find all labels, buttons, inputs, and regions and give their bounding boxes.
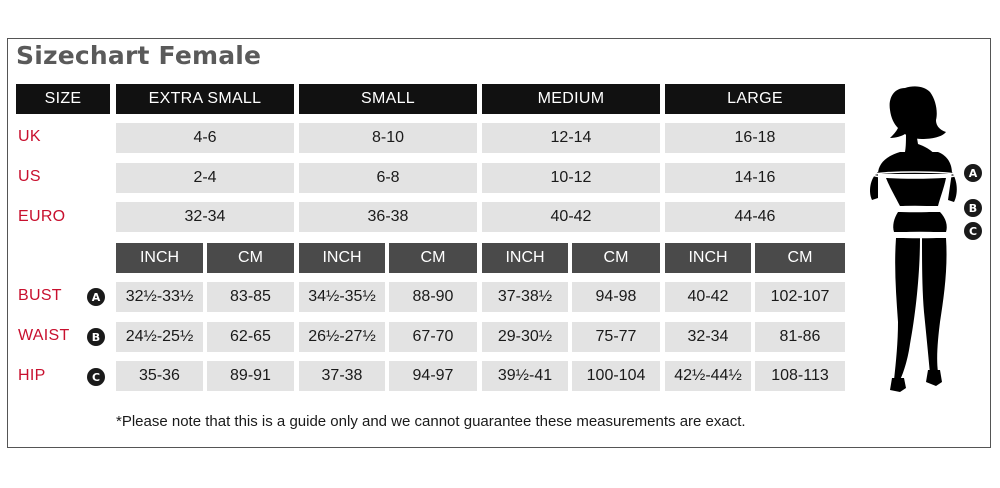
footnote: *Please note that this is a guide only and we cannot guarantee these measurements are exact.	[116, 413, 746, 430]
table-cell: 42½-44½	[665, 361, 751, 391]
unit-header-inch: INCH	[116, 243, 203, 273]
table-cell: 88-90	[389, 282, 477, 312]
table-cell: 75-77	[572, 322, 660, 352]
table-cell: 10-12	[482, 163, 660, 193]
row-label-euro: EURO	[18, 208, 66, 225]
table-cell: 89-91	[207, 361, 294, 391]
table-cell: 4-6	[116, 123, 294, 153]
unit-header-cm: CM	[207, 243, 294, 273]
row-label-bust: BUST	[18, 287, 62, 304]
marker-a-icon: A	[87, 288, 105, 306]
unit-header-inch: INCH	[665, 243, 751, 273]
table-cell: 32-34	[116, 202, 294, 232]
row-label-uk: UK	[18, 128, 41, 145]
table-cell: 24½-25½	[116, 322, 203, 352]
table-cell: 14-16	[665, 163, 845, 193]
row-label-hip: HIP	[18, 367, 46, 384]
table-cell: 62-65	[207, 322, 294, 352]
table-cell: 29-30½	[482, 322, 568, 352]
table-cell: 35-36	[116, 361, 203, 391]
unit-header-inch: INCH	[482, 243, 568, 273]
table-cell: 12-14	[482, 123, 660, 153]
table-cell: 36-38	[299, 202, 477, 232]
table-cell: 94-98	[572, 282, 660, 312]
table-cell: 2-4	[116, 163, 294, 193]
table-cell: 39½-41	[482, 361, 568, 391]
unit-header-cm: CM	[389, 243, 477, 273]
unit-header-cm: CM	[755, 243, 845, 273]
column-header-extra-small: EXTRA SMALL	[116, 84, 294, 114]
table-cell: 44-46	[665, 202, 845, 232]
female-silhouette-icon	[860, 82, 960, 394]
table-cell: 37-38½	[482, 282, 568, 312]
table-cell: 102-107	[755, 282, 845, 312]
page-title: Sizechart Female	[16, 41, 262, 70]
table-cell: 6-8	[299, 163, 477, 193]
table-cell: 32-34	[665, 322, 751, 352]
table-cell: 94-97	[389, 361, 477, 391]
table-cell: 26½-27½	[299, 322, 385, 352]
table-cell: 32½-33½	[116, 282, 203, 312]
table-cell: 16-18	[665, 123, 845, 153]
table-cell: 40-42	[482, 202, 660, 232]
row-label-us: US	[18, 168, 41, 185]
table-cell: 40-42	[665, 282, 751, 312]
table-cell: 108-113	[755, 361, 845, 391]
column-header-medium: MEDIUM	[482, 84, 660, 114]
table-cell: 37-38	[299, 361, 385, 391]
column-header-large: LARGE	[665, 84, 845, 114]
marker-b-icon: B	[87, 328, 105, 346]
column-header-small: SMALL	[299, 84, 477, 114]
table-cell: 8-10	[299, 123, 477, 153]
size-header: SIZE	[16, 84, 110, 114]
table-cell: 34½-35½	[299, 282, 385, 312]
figure-marker-a-icon: A	[964, 164, 982, 182]
unit-header-cm: CM	[572, 243, 660, 273]
unit-header-inch: INCH	[299, 243, 385, 273]
marker-c-icon: C	[87, 368, 105, 386]
figure-marker-b-icon: B	[964, 199, 982, 217]
table-cell: 83-85	[207, 282, 294, 312]
table-cell: 67-70	[389, 322, 477, 352]
table-cell: 81-86	[755, 322, 845, 352]
table-cell: 100-104	[572, 361, 660, 391]
row-label-waist: WAIST	[18, 327, 70, 344]
figure-marker-c-icon: C	[964, 222, 982, 240]
